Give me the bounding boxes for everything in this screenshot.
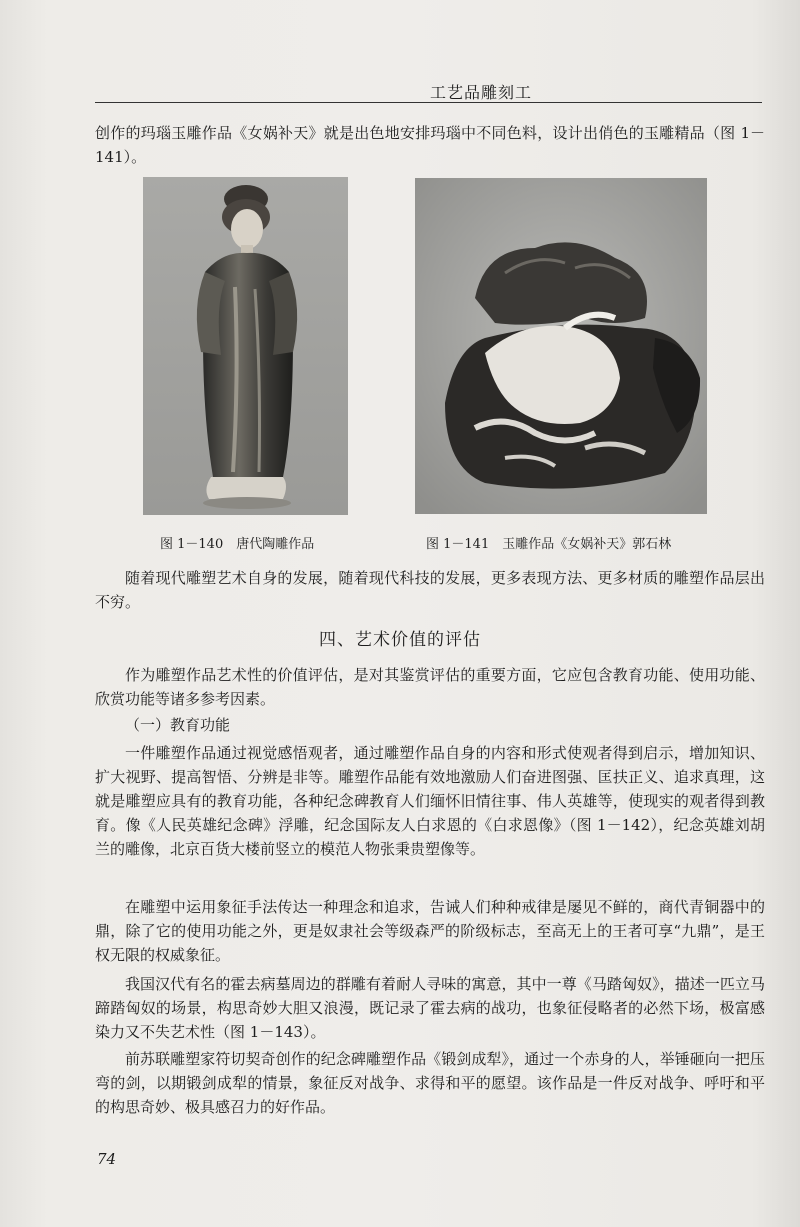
- subsection-heading: （一）教育功能: [125, 716, 231, 734]
- running-header: [95, 80, 762, 103]
- figure-140-caption: 图 1－140 唐代陶雕作品: [160, 537, 315, 552]
- paragraph-modern-sculpture: 随着现代雕塑艺术自身的发展，随着现代科技的发展，更多表现方法、更多材质的雕塑作品层出不穷。: [95, 569, 765, 611]
- figure-141-caption: 图 1－141 玉雕作品《女娲补天》郭石林: [426, 537, 672, 552]
- figure-jade-carving-nuwa: [415, 178, 707, 514]
- paragraph-education-function: 一件雕塑作品通过视觉感悟观者，通过雕塑作品自身的内容和形式使观者得到启示，增加知识、扩大视野、提高智悟、分辨是非等。雕塑作品能有效地激励人们奋进图强、匡扶正义、追求真理，这就是雕塑应具有的教育功能，各种纪念碑教育人们缅怀旧情往事、伟人英雄等，使现实的观者得到教育。像《人民英雄纪念碑》浮雕，纪念国际友人白求恩的《白求恩像》（图 1－142），纪念英雄刘胡兰的雕像，北京百货大楼前竖立的模范人物张秉贵塑像等。: [95, 744, 765, 858]
- section-heading: 四、艺术价值的评估: [319, 630, 481, 650]
- figure-tang-ceramic-sculpture: [143, 177, 348, 515]
- paragraph-soviet-sculpture: 前苏联雕塑家符切契奇创作的纪念碑雕塑作品《锻剑成犁》，通过一个赤身的人，举锤砸向一把压弯的剑，以期锻剑成犁的情景，象征反对战争、求得和平的愿望。该作品是一件反对战争、呼吁和平的构思奇妙、极具感召力的好作品。: [95, 1050, 765, 1116]
- paragraph-symbolism: 在雕塑中运用象征手法传达一种理念和追求，告诫人们种种戒律是屡见不鲜的，商代青铜器中的鼎，除了它的使用功能之外，更是奴隶社会等级森严的阶级标志，至高无上的王者可享“九鼎”，是王权无限的权威象征。: [95, 898, 765, 964]
- paragraph-intro: 创作的玛瑙玉雕作品《女娲补天》就是出色地安排玛瑙中不同色料，设计出俏色的玉雕精品（图 1－141）。: [95, 124, 765, 166]
- header-title: 工艺品雕刻工: [430, 83, 533, 102]
- paragraph-han-sculpture: 我国汉代有名的霍去病墓周边的群雕有着耐人寻味的寓意，其中一尊《马踏匈奴》，描述一匹立马蹄踏匈奴的场景，构思奇妙大胆又浪漫，既记录了霍去病的战功，也象征侵略者的必然下场，极富感染力又不失艺术性（图 1－143）。: [95, 975, 765, 1041]
- paragraph-value-assessment: 作为雕塑作品艺术性的价值评估，是对其鉴赏评估的重要方面，它应包含教育功能、使用功能、欣赏功能等诸多参考因素。: [95, 666, 765, 708]
- page-number: 74: [97, 1150, 117, 1168]
